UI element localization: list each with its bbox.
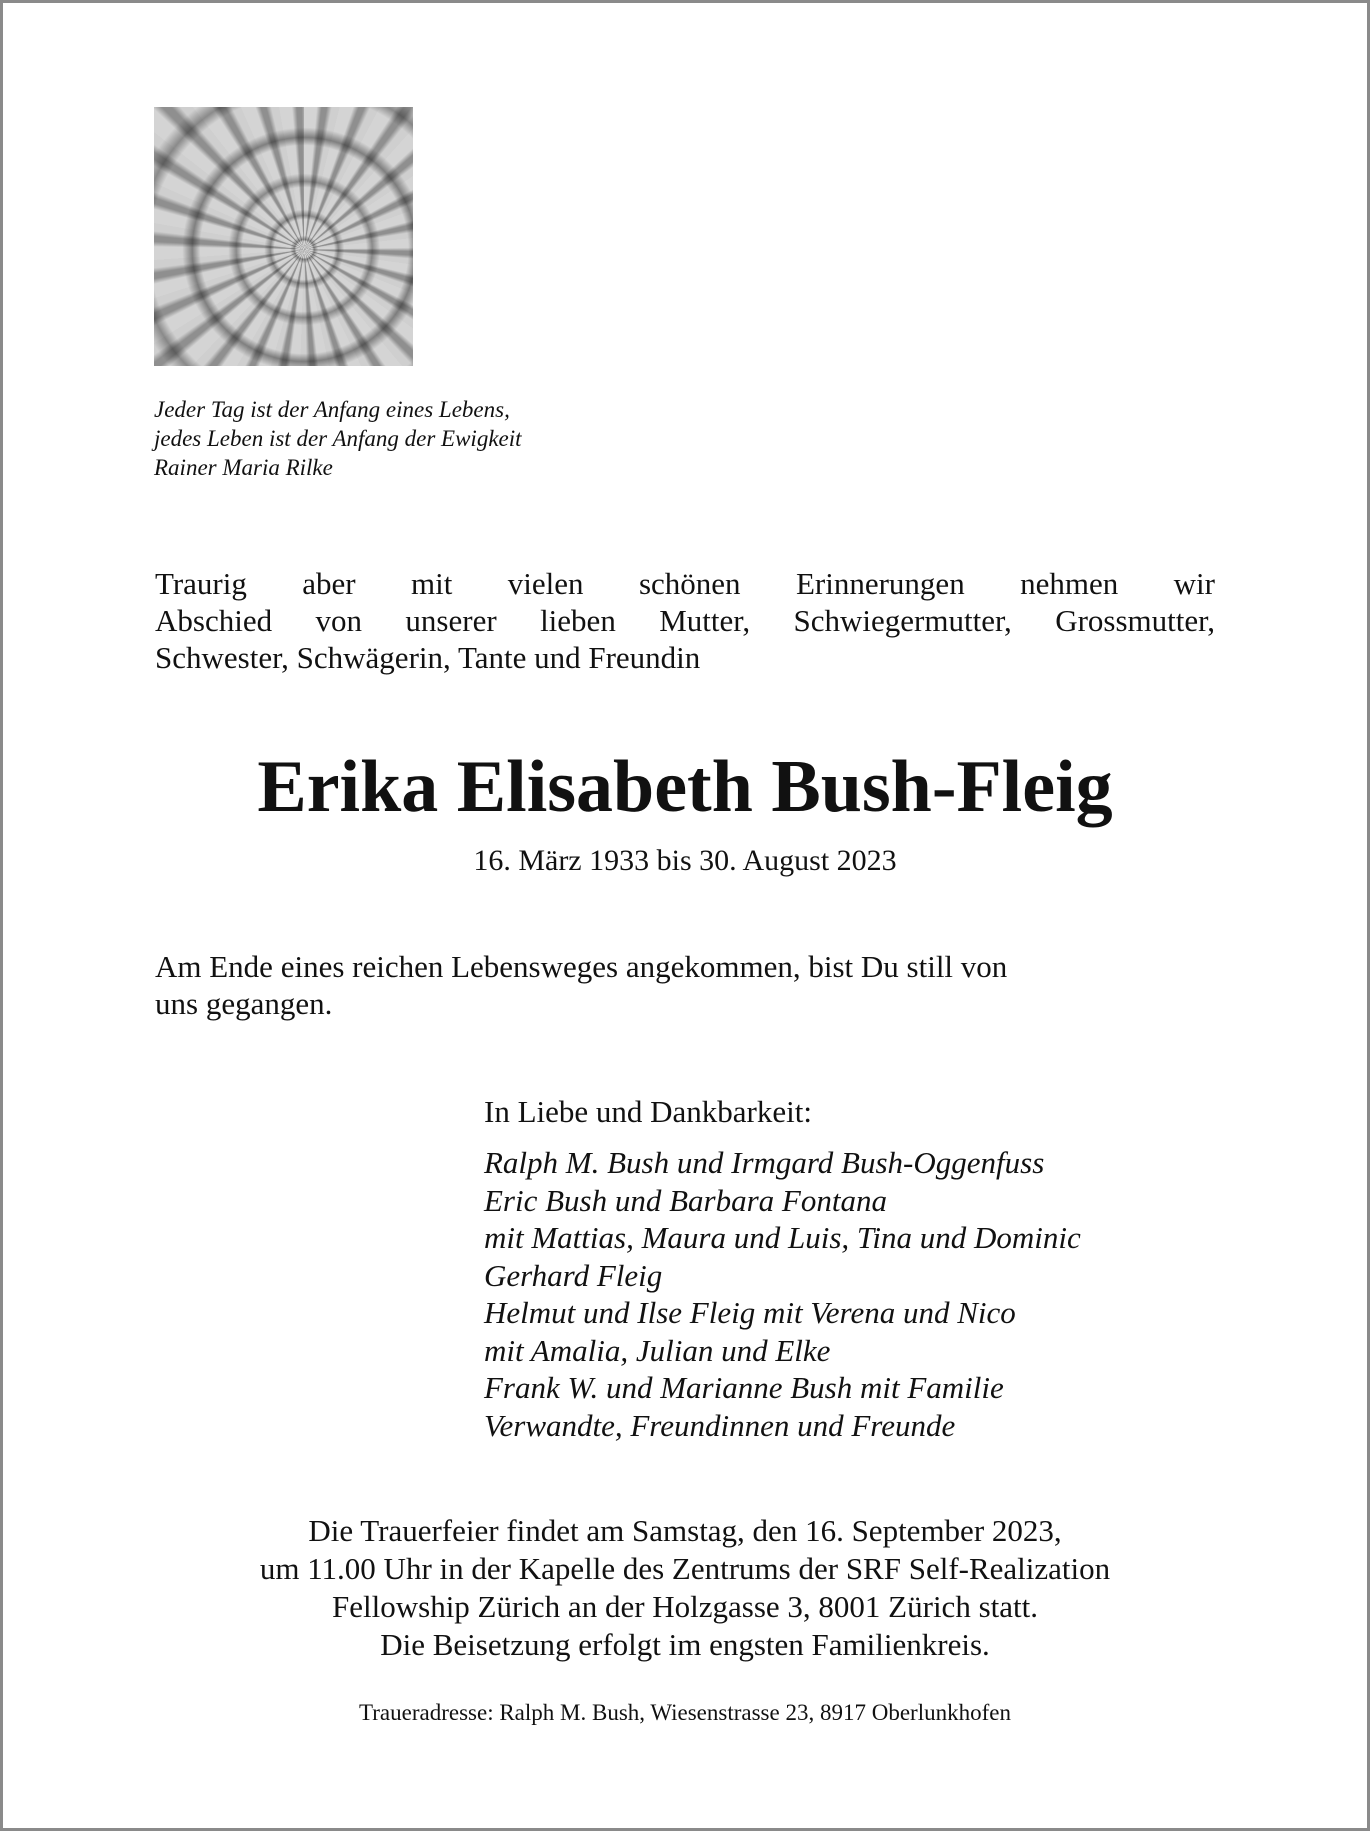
quote-line: jedes Leben ist der Anfang der Ewigkeit [154,426,522,451]
mourner: Verwandte, Freundinnen und Freunde [484,1407,956,1443]
deceased-name: Erika Elisabeth Bush-Fleig [257,746,1113,828]
mourner: Frank W. und Marianne Bush mit Familie [484,1370,1004,1405]
mourner: Gerhard Fleig [484,1257,663,1293]
intro-paragraph [155,565,1215,676]
service-line: Die Trauerfeier findet am Samstag, den 16. September 2023, [308,1513,1062,1548]
intro-line: Traurig aber mit vielen schönen Erinnerungen nehmen wir [155,566,1215,601]
mourner: mit Amalia, Julian und Elke [484,1332,831,1368]
intro-line: Schwester, Schwägerin, Tante und Freundin [155,640,701,675]
mourners-list [484,1144,1081,1444]
closing-line: uns gegangen. [155,986,333,1021]
mourner: Eric Bush und Barbara Fontana [484,1182,887,1218]
rilke-quote [154,395,522,482]
quote-line: Jeder Tag ist der Anfang eines Lebens, [154,397,510,422]
service-line: Fellowship Zürich an der Holzgasse 3, 8001 Zürich statt. [332,1589,1038,1624]
mourner: Ralph M. Bush und Irmgard Bush-Oggenfuss [484,1145,1045,1180]
service-details [0,1512,1370,1664]
intro-line: Abschied von unserer lieben Mutter, Schwiegermutter, Grossmutter, [155,603,1215,638]
service-line: Die Beisetzung erfolgt im engsten Familienkreis. [380,1627,990,1662]
mourner: mit Mattias, Maura und Luis, Tina und Dominic [484,1220,1081,1255]
mourner: Helmut und Ilse Fleig mit Verena und Nico [484,1295,1016,1330]
closing-line: Am Ende eines reichen Lebensweges angekommen, bist Du still von [155,949,1008,984]
mourners-heading: In Liebe und Dankbarkeit: [484,1094,812,1129]
ammonite-fossil-image [154,107,413,366]
service-line: um 11.00 Uhr in der Kapelle des Zentrums der SRF Self-Realization [259,1551,1111,1586]
closing-paragraph [155,948,1225,1022]
mourning-address: Traueradresse: Ralph M. Bush, Wiesenstrasse 23, 8917 Oberlunkhofen [359,1700,1011,1725]
quote-author: Rainer Maria Rilke [154,455,333,480]
life-dates: 16. März 1933 bis 30. August 2023 [473,844,897,877]
